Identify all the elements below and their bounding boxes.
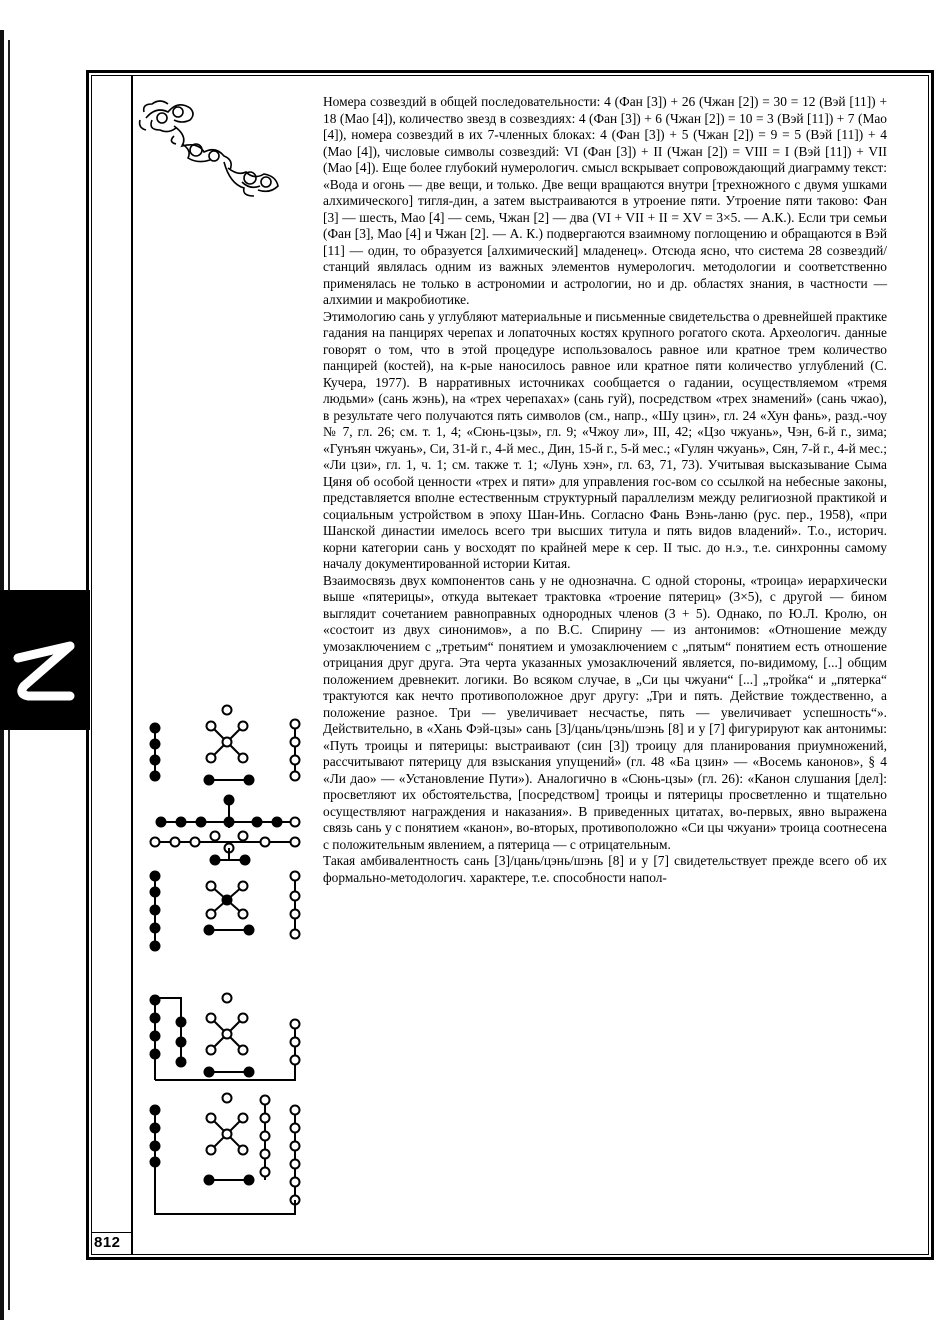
paragraph-1: Номера созвездий в общей последовательности: 4 (Фан [3]) + 26 (Чжан [2]) = 30 = 12 (Вэй [11]) + 18 (Мао [4]), количество звезд в созвездиях: 4 (Фан [3]) + 6 (Чжан [2]) = 10 = 3 (Вэй [11]) + 7 (Мао [4]), номера созвездий в их 7-членных блоках: 4 (Фан [3]) + 5 (Чжан [2]) = 9 = 5 (Вэй [11]) + 4 (Мао [4]), числовые символы созвездий: VI (Фан [3]) + II (Чжан [2]) = VIII = I (Вэй [11]) + VII (Мао [4]). Еще более глубокий нумерологич. смысл вскрывает сопровождающий диаграмму текст: «Вода и огонь — две вещи, и только. Две вещи вращаются внутри [трехножного с двумя ушками алхимического] тигля-дин, а затем выстраиваются в утроение пяти. Утроение пяти таково: Фан [3] — шесть, Мао [4] — семь, Чжан [2] — два (VI + VII + II = XV = 3×5. — А.К.). Если три семьи (Фан [3], Мао [4] и Чжан [2]. — А. К.) подвергаются взаимному поглощению и обращаются в Вэй [11] — один, то образуется [алхимический] младенец». Отсюда ясно, что система 28 созвездий/станций являлась одним из важных элементов нумерологич. методологии и соответственно применялась не только в астрономии и астрологии, но и др. областях знания, в частности — алхимии и макробиотике. (323, 94, 887, 307)
cloud-ornament-illustration (138, 90, 288, 200)
diagram-river-chart-3 (151, 872, 300, 951)
diagram-river-chart-4 (151, 994, 300, 1081)
paragraph-2: Этимологию сань у углубляют материальные и письменные свидетельства о древнейшей практике гадания на панцирях черепах и лопаточных костях крупного рогатого скота. Археологич. данные говорят о том, что в этой процедуре использовалось равное или кратное трем количество панцирей (костей), на к-рые наносилось равное или кратное пяти количество углублений (С. Кучера, 1977). В нарративных источниках сообщается о гадании, осуществляемом «тремя людьми» (сань жэнь), на «трех черепахах» (сань гуй), посредством «трех знамений» (сань чжао), в результате чего получаются пять символов (см., напр., «Шу цзин», гл. 24 «Хун фань», разд.-чоу № 7, гл. 26; см. т. 1, 4; «Сюнь-цзы», гл. 9; «Чжоу ли», III, 42; «Цзо чжуань», Чэн, 6-й г., зима; «Гунъян чжуань», Си, 31-й г., 4-й мес., Дин, 15-й г., 5-й мес.; «Гулян чжуань», Сян, 7-й г., 4-й мес.; «Ли цзи», гл. 1, ч. 1; см. также т. 1; «Лунь хэн», гл. 63, 71, 73). Учитывая высказывание Сыма Цяня об особой ценности «трех и пяти» для управления гос-вом со ссылкой на небесные законы, представляется вполне естественным структурный параллелизм между религиозной практикой и социальным устройством в эпоху Шан-Инь. Согласно Фань Вэнь-ланю (рус. пер., 1958), «при Шанской династии имелось всего три высших титула и пять видов владений». Т.о., историч. корни категории сань у восходят по крайней мере к сер. II тыс. до н.э., т.е. синхронны самому началу документированной истории Китая. (323, 308, 888, 571)
diagram-river-chart-5 (151, 1094, 300, 1215)
diagram-cross-2 (151, 796, 300, 865)
margin-rule (131, 75, 133, 1255)
paragraph-4: Такая амбивалентность сань [3]/цань/цэнь/шэнь [8] и у [7] свидетельствует прежде всего об их формально-методологич. характере, т.е. способности напол- (323, 853, 887, 885)
paragraph-3: Взаимосвязь двух компонентов сань у не однозначна. С одной стороны, «троица» иерархически выше «пятерицы», откуда вытекает трактовка «троение пятериц» (3×5), с другой — бином выглядит сочетанием равноправных однородных членов (3 + 5). Однако, по Ю.Л. Кролю, он «состоит из двух синонимов», а по В.С. Спирину — из антонимов: «Отношение между умозаключением с „третьим“ понятием и умозаключением с „пятым“ понятием есть отношение отрицания друг друга. Эта черта указанных умозаключений является, по-видимому, [...] общим положением древнекит. логики. Во всяком случае, в „Си цы чжуани“ [...] „тройка“ и „пятерка“ трактуются как нечто противоположное друг другу: „Три и пять. Действие тождественно, а положение разное. Три — увеличивает несчастье, пять — увеличивает успешность“». Действительно, в «Хань Фэй-цзы» сань [3]/цань/цэнь/шэнь [8] и у [7] фигурируют как антонимы: «Путь троицы и пятерицы: выстраивают (син [3]) троицу для планирования приумножений, рассчитывают пятерицу для взыскания упущений» (гл. 48 «Ба цзин» — «Восемь канонов», § 4 «Ли дао» — «Установление Пути»). Аналогично в «Сюнь-цзы» (гл. 26): «Канон слушания [дел]: просветляют их обстоятельства, [посредством] троицы и пятерицы просветленно и тщательно осуществляют награждения и наказания». В приведенных цитатах, во-первых, явно выражена связь сань у с понятием «канон», во-вторых, противоположно «Си цы чжуани» троица соотнесена с положительным явлением, а пятерица — с отрицательным. (323, 572, 887, 852)
article-body (323, 94, 887, 886)
diagram-river-chart-1 (151, 706, 300, 785)
hieroglyph-tab-icon (4, 612, 84, 712)
numerology-dot-diagrams (145, 700, 315, 1230)
page-number: 812 (94, 1234, 121, 1251)
